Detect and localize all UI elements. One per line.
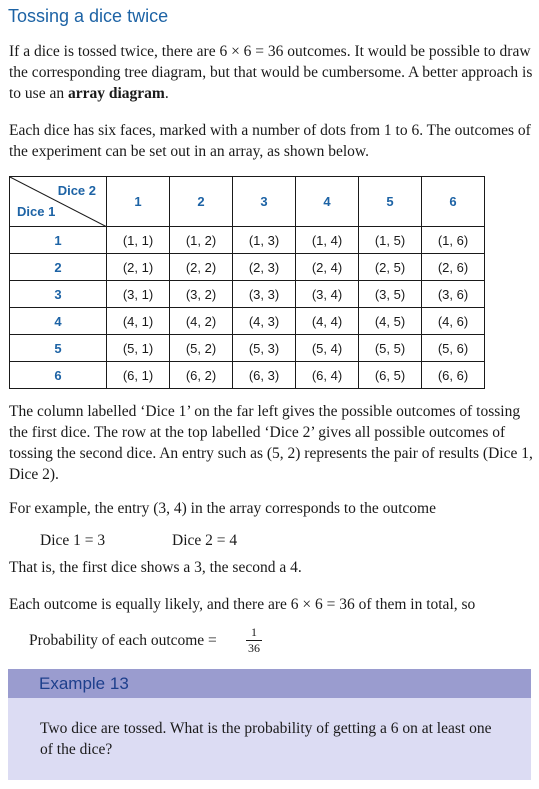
table-cell: (3, 6) (422, 281, 485, 308)
table-row (10, 227, 485, 254)
table-cell: (2, 5) (359, 254, 422, 281)
example-sentence: For example, the entry (3, 4) in the array corresponds to the outcome (9, 500, 436, 517)
column-header: 6 (422, 177, 485, 227)
probability-label: Probability of each outcome = (29, 632, 217, 649)
table-cell: (6, 2) (170, 362, 233, 389)
fraction-numerator: 1 (251, 625, 257, 639)
intro-bold-term: array diagram (67, 85, 165, 102)
row-header: 2 (10, 254, 107, 281)
table-cell: (4, 4) (296, 308, 359, 335)
table-cell: (5, 6) (422, 335, 485, 362)
table-row (10, 335, 485, 362)
array-intro-paragraph: Each dice has six faces, marked with a number of dots from 1 to 6. The outcomes of the experiment can be set out in an array, as shown below. (9, 122, 531, 160)
table-cell: (1, 3) (233, 227, 296, 254)
table-cell: (2, 2) (170, 254, 233, 281)
table-row (10, 362, 485, 389)
table-cell: (3, 2) (170, 281, 233, 308)
dice2-equation: Dice 2 = 4 (172, 532, 238, 549)
table-cell: (6, 6) (422, 362, 485, 389)
table-cell: (2, 1) (107, 254, 170, 281)
row-header: 4 (10, 308, 107, 335)
table-cell: (5, 1) (107, 335, 170, 362)
table-cell: (5, 4) (296, 335, 359, 362)
table-header-row (10, 177, 485, 227)
table-cell: (2, 4) (296, 254, 359, 281)
table-cell: (3, 3) (233, 281, 296, 308)
table-cell: (6, 4) (296, 362, 359, 389)
table-cell: (5, 5) (359, 335, 422, 362)
table-row (10, 281, 485, 308)
row-header: 6 (10, 362, 107, 389)
example-header: Example 13 (8, 669, 531, 698)
row-header: 5 (10, 335, 107, 362)
table-cell: (1, 5) (359, 227, 422, 254)
table-row (10, 254, 485, 281)
row-header: 3 (10, 281, 107, 308)
row-header: 1 (10, 227, 107, 254)
table-cell: (2, 6) (422, 254, 485, 281)
probability-fraction (246, 626, 262, 654)
intro-end: . (164, 85, 169, 102)
column-header: 2 (170, 177, 233, 227)
intro-paragraph (9, 41, 534, 104)
dice1-equation: Dice 1 = 3 (40, 532, 106, 549)
table-cell: (3, 5) (359, 281, 422, 308)
equally-likely-sentence: Each outcome is equally likely, and there are 6 × 6 = 36 of them in total, so (9, 596, 476, 613)
table-cell: (4, 5) (359, 308, 422, 335)
section-heading: Tossing a dice twice (8, 6, 169, 26)
table-cell: (1, 6) (422, 227, 485, 254)
table-cell: (6, 1) (107, 362, 170, 389)
table-cell: (6, 3) (233, 362, 296, 389)
table-cell: (1, 4) (296, 227, 359, 254)
dice2-label: Dice 2 (57, 183, 96, 198)
table-cell: (1, 2) (170, 227, 233, 254)
table-cell: (4, 1) (107, 308, 170, 335)
table-cell: (5, 3) (233, 335, 296, 362)
example-question: Two dice are tossed. What is the probability of getting a 6 on at least one of the dice? (40, 720, 492, 758)
dice1-label: Dice 1 (17, 204, 56, 219)
column-header: 3 (233, 177, 296, 227)
table-cell: (5, 2) (170, 335, 233, 362)
table-cell: (2, 3) (233, 254, 296, 281)
table-cell: (4, 2) (170, 308, 233, 335)
table-corner-cell (10, 177, 107, 227)
column-header: 1 (107, 177, 170, 227)
column-header: 4 (296, 177, 359, 227)
intro-text: If a dice is tossed twice, there are 6 × 6 = 36 outcomes. It would be possible to draw the corresponding tree diagram, but that would be cumbersome. A better approach is to use an (9, 43, 533, 102)
table-cell: (4, 6) (422, 308, 485, 335)
table-cell: (3, 4) (296, 281, 359, 308)
table-cell: (4, 3) (233, 308, 296, 335)
explanation-paragraph: The column labelled ‘Dice 1’ on the far left gives the possible outcomes of tossing the first dice. The row at the top labelled ‘Dice 2’ gives all possible outcomes of tossing the second dice. An entry such as (5, 2) represents the pair of results (Dice 1, Dice 2). (9, 403, 533, 483)
fraction-denominator: 36 (248, 641, 260, 655)
table-row (10, 308, 485, 335)
table-cell: (6, 5) (359, 362, 422, 389)
outcome-array-table (9, 176, 485, 389)
table-cell: (1, 1) (107, 227, 170, 254)
that-is-sentence: That is, the first dice shows a 3, the second a 4. (9, 559, 302, 576)
table-cell: (3, 1) (107, 281, 170, 308)
column-header: 5 (359, 177, 422, 227)
